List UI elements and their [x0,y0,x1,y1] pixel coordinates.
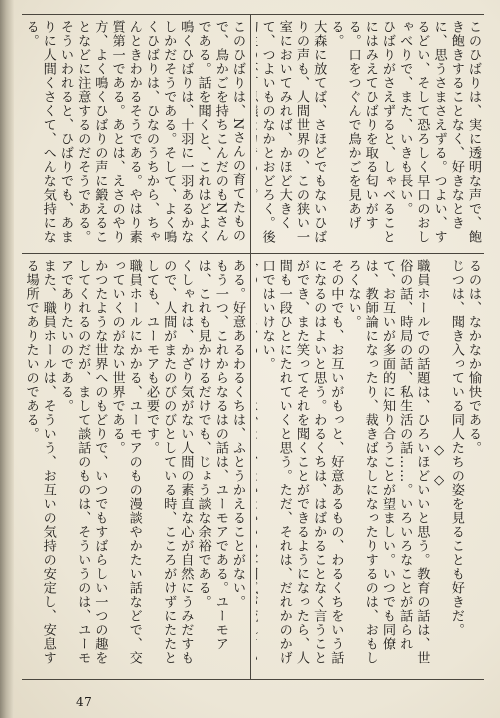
paragraph: ある。好意あるわるくちは、ふとうかえることがない。 [230,259,245,609]
paragraph: るのは、なかなか愉快である。 [466,259,481,455]
section-ornament: ◇ ◇ [431,443,447,489]
paragraph: かつたような世界へのもどりで、いつでもすばらしい一つの趣をしてくれるのだが、まして談話のものは、そういうのは、ユーモアでありたいのである。 [57,259,108,665]
upper-column-rule [250,14,251,253]
lower-left-text [24,259,246,673]
paragraph: また、職員ホールは、そういう、お互いの気持の安定し、安息する場所でありたいのである。 [24,259,56,665]
paragraph: ひばりがさえずると、しゃべることにはみえてひばりを取る匂いがする。口をつぐんで鳥かごを見あげる。 [328,20,395,244]
paragraph: 職員ホールでの話題は、ひろいほどいいと思う。教育の話は、世俗の話、時局の話、私生活の話……。いろいろなことが話られて、お互いが多面的に知り合うことが望ましい。いつでも同僚は、教師論になったり、裁きばなしになったりするのは、おもしろくない。 [345,259,430,665]
section-divider-rule [22,253,484,254]
lower-column-rule [250,253,251,679]
page-number: 47 [76,695,93,709]
upper-left-text [24,20,246,248]
paragraph: その中でも、お互いがもっと、好意あるもの、わるくちをいう話になるのはよいと思う。わるくちは、はばかることなく言うことができ、また笑ってそれを聞くことができるようになったら、人間も一段ひとにたれていくと思う。ただ、それは、だれかのかげ口ではいけない。 [259,259,344,665]
bottom-rule [22,679,484,680]
book-binding-shadow [0,0,14,718]
paragraph: じつは、聞き入っている同人たちの姿を見ることも好きだ。 [448,259,464,637]
lower-right-text [256,259,482,673]
paragraph: くしゃれは、かざり気がない人間の素直な心が自然にうみだすもので、人間がまたのびのびとしている時、こころがけずにたたとしても、ユーモアも必要です。 [143,259,194,665]
top-rule [22,14,484,15]
paragraph [256,259,258,673]
paragraph: このひばりは、実に透明な声で、飽き飽きすることなく、好きなときに、思うさまさえずる。つよい、するどい、そして恐ろしく早口のおしゃべりで、また、いきも長い。 [397,20,481,244]
paragraph: 職員ホールにかかる、ユーモアのもの漫談やかたい話などで、交っていくのがない世界である。 [109,259,142,665]
paragraph: もう一つ、これからなるはの話は、ユーモアである。ユーモアは、これも見かけるだけでも、じょう談な余裕である。 [195,259,228,651]
upper-right-text [256,20,482,248]
paragraph: 大森に放てば、さほどでもないひばりの声も、人間世界の、この狭い一室においてみれば、かほど大きくて、つよいものなかとおどろく。後 [259,20,327,244]
paragraph: そういわれると、ひばりでも、あまりに人間くさくて、へんな気持になる。 [24,20,73,244]
paragraph: このひばりは、Nさんの育てたもので、鳥かごを持ちこんだのもNさんである。話を聞くと、これはどよく鳴くひばりは、十羽に一羽あるかなしかだそうである。そして、よく鳴くひばりは、ひなのうちから、ちゃんときわかるそうである。やはり素質第一である。あとは、えさのやり方、よく鳴くひばりの声に鍛えることなどに注意するのだそうである。 [75,20,245,244]
